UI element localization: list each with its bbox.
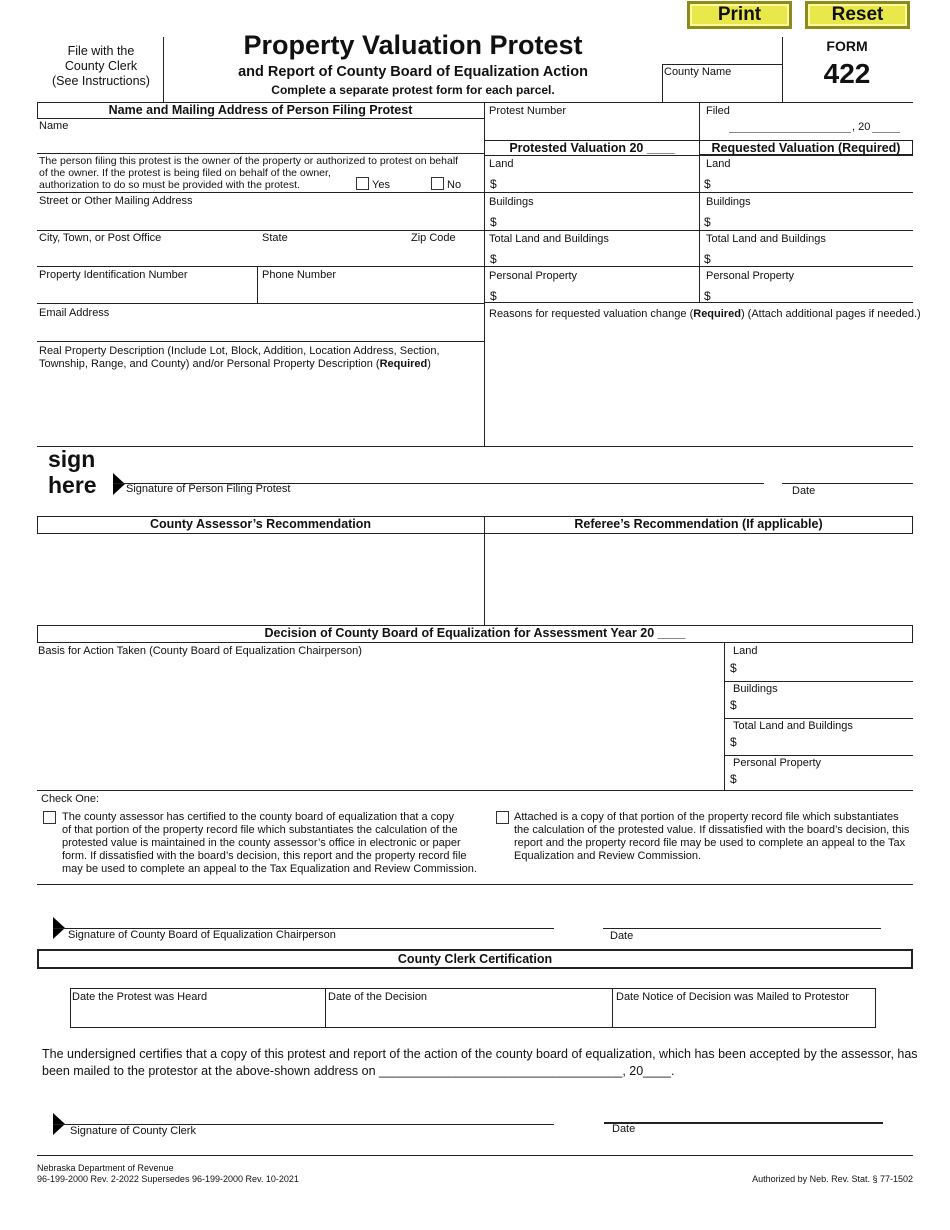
protest-number-label: Protest Number xyxy=(489,105,567,117)
file-with-line1: File with the xyxy=(67,44,135,58)
city-state-zip-field[interactable] xyxy=(37,246,484,266)
option-attached-text xyxy=(514,811,914,863)
requested-personal-field[interactable] xyxy=(716,284,911,302)
here-word: here xyxy=(48,472,97,498)
option2-line3: report and the property record file may be used to complete an appeal to the Tax xyxy=(514,837,906,849)
option1-line2: of that portion of the property record file which substantiates the calculation of the xyxy=(62,824,458,836)
file-with-line3: (See Instructions) xyxy=(52,74,150,88)
check-one-label: Check One: xyxy=(41,793,100,805)
decision-date-label: Date of the Decision xyxy=(328,991,428,1003)
authority-line2: of the owner. If the protest is being filed on behalf of the owner, xyxy=(39,167,331,179)
decision-personal-field[interactable] xyxy=(742,768,910,789)
requested-buildings-label: Buildings xyxy=(706,196,751,208)
clerk-certification-text xyxy=(42,1046,922,1080)
reasons-label xyxy=(489,308,921,320)
state-label: State xyxy=(262,232,288,244)
file-with-clerk-note xyxy=(40,44,162,89)
filer-section-title: Name and Mailing Address of Person Filing Protest xyxy=(108,103,413,117)
clerk-date-label: Date xyxy=(612,1123,636,1135)
form-number: 422 xyxy=(823,58,871,89)
protested-buildings-label: Buildings xyxy=(489,196,534,208)
assessor-recommendation-title: County Assessor’s Recommendation xyxy=(149,517,372,531)
footer-dept: Nebraska Department of Revenue xyxy=(37,1163,174,1173)
certify-line2: been mailed to the protestor at the above-shown address on ___________________________________, 20____. xyxy=(42,1064,675,1078)
description-line2-text: Township, Range, and County) and/or Personal Property Description ( xyxy=(39,358,380,370)
protested-personal-dollar: $ xyxy=(490,289,497,303)
decision-buildings-dollar: $ xyxy=(730,698,737,712)
description-close: ) xyxy=(427,358,431,370)
street-field[interactable] xyxy=(37,208,484,230)
chair-date-field[interactable] xyxy=(603,906,881,927)
email-field[interactable] xyxy=(37,320,484,341)
decision-total-label: Total Land and Buildings xyxy=(733,720,853,732)
yes-checkbox[interactable] xyxy=(356,177,369,190)
reset-button[interactable]: Reset xyxy=(805,1,910,29)
pin-field[interactable] xyxy=(37,283,257,303)
email-label: Email Address xyxy=(39,307,110,319)
form-subtitle: and Report of County Board of Equalization Action xyxy=(238,64,588,80)
no-label: No xyxy=(447,179,462,191)
separate-form-note: Complete a separate protest form for each parcel. xyxy=(271,83,555,97)
requested-land-label: Land xyxy=(706,158,731,170)
referee-recommendation-title: Referee’s Recommendation (If applicable) xyxy=(574,517,823,531)
requested-buildings-dollar: $ xyxy=(704,215,711,229)
decision-personal-label: Personal Property xyxy=(733,757,822,769)
chair-signature-label: Signature of County Board of Equalization Chairperson xyxy=(68,929,336,941)
protester-date-field[interactable] xyxy=(782,462,913,482)
description-line2 xyxy=(39,358,484,371)
decision-personal-dollar: $ xyxy=(730,772,737,786)
option1-line4: form. If dissatisfied with the board’s decision, this report and the property record file xyxy=(62,850,467,862)
authority-text xyxy=(39,155,484,191)
form-label: FORM xyxy=(826,38,868,54)
decision-land-field[interactable] xyxy=(742,657,910,679)
protester-signature-field[interactable] xyxy=(125,462,760,482)
decision-buildings-field[interactable] xyxy=(742,694,910,716)
reasons-text-b: ) (Attach additional pages if needed.) xyxy=(740,308,921,320)
file-with-line2: County Clerk xyxy=(64,59,138,73)
name-field[interactable] xyxy=(37,133,484,153)
decision-land-label: Land xyxy=(733,645,758,657)
footer-authorized: Authorized by Neb. Rev. Stat. § 77-1502 xyxy=(752,1174,913,1184)
notice-mailed-field[interactable] xyxy=(613,1005,875,1027)
description-label xyxy=(39,345,484,371)
no-checkbox[interactable] xyxy=(431,177,444,190)
pin-label: Property Identification Number xyxy=(39,269,188,281)
protest-heard-field[interactable] xyxy=(71,1005,324,1027)
basis-label: Basis for Action Taken (County Board of Equalization Chairperson) xyxy=(38,645,362,657)
requested-total-field[interactable] xyxy=(716,247,911,266)
protester-date-label: Date xyxy=(792,485,816,497)
footer-rev: 96-199-2000 Rev. 2-2022 Supersedes 96-199-2000 Rev. 10-2021 xyxy=(37,1174,299,1184)
protested-buildings-field[interactable] xyxy=(500,210,695,230)
decision-total-field[interactable] xyxy=(742,731,910,753)
sign-arrow-icon xyxy=(113,473,125,495)
protested-land-dollar: $ xyxy=(490,177,497,191)
description-required: Required xyxy=(379,358,428,370)
footer-left xyxy=(37,1163,299,1185)
sign-here-label xyxy=(48,446,97,498)
filed-year-label: , 20 xyxy=(852,121,871,133)
decision-title: Decision of County Board of Equalization for Assessment Year 20 ____ xyxy=(264,626,686,640)
requested-land-dollar: $ xyxy=(704,177,711,191)
city-label: City, Town, or Post Office xyxy=(39,232,162,244)
assessor-recommendation-field[interactable] xyxy=(38,535,483,624)
requested-personal-dollar: $ xyxy=(704,289,711,303)
option-attached-checkbox[interactable] xyxy=(496,811,509,824)
decision-land-dollar: $ xyxy=(730,661,737,675)
protested-total-field[interactable] xyxy=(500,247,695,266)
protested-land-field[interactable] xyxy=(500,172,695,192)
protested-valuation-title: Protested Valuation 20 ____ xyxy=(509,141,675,155)
option1-line5: may be used to complete an appeal to the Tax Equalization and Review Commission. xyxy=(62,863,477,875)
protested-personal-label: Personal Property xyxy=(489,270,578,282)
protested-total-label: Total Land and Buildings xyxy=(489,233,609,245)
filed-label: Filed xyxy=(706,105,730,117)
decision-date-field[interactable] xyxy=(326,1005,611,1027)
authority-line3: authorization to do so must be provided with the protest. xyxy=(39,179,300,191)
protester-signature-label: Signature of Person Filing Protest xyxy=(126,483,291,495)
option2-line4: Equalization and Review Commission. xyxy=(514,850,702,862)
clerk-certification-title: County Clerk Certification xyxy=(397,952,553,966)
option1-line3: protested value is maintained in the county assessor’s office in electronic or paper xyxy=(62,837,461,849)
phone-label: Phone Number xyxy=(262,269,336,281)
protested-land-label: Land xyxy=(489,158,514,170)
option-certified-checkbox[interactable] xyxy=(43,811,56,824)
reasons-text-a: Reasons for requested valuation change ( xyxy=(489,308,694,320)
description-field[interactable] xyxy=(37,372,484,444)
description-line1: Real Property Description (Include Lot, Block, Addition, Location Address, Section, xyxy=(39,345,440,357)
name-label: Name xyxy=(39,120,69,132)
requested-valuation-title: Requested Valuation (Required) xyxy=(711,141,901,155)
requested-personal-label: Personal Property xyxy=(706,270,795,282)
protested-buildings-dollar: $ xyxy=(490,215,497,229)
print-button[interactable]: Print xyxy=(687,1,792,29)
option-certified-text xyxy=(62,811,482,876)
protested-personal-field[interactable] xyxy=(500,284,695,302)
filed-date-field[interactable] xyxy=(729,118,851,132)
referee-recommendation-field[interactable] xyxy=(486,535,912,624)
authority-line1: The person filing this protest is the owner of the property or authorized to protest on behalf xyxy=(39,155,459,167)
option2-line2: the calculation of the protested value. If dissatisfied with the board’s decision, this xyxy=(514,824,910,836)
sign-word: sign xyxy=(48,446,96,472)
chair-signature-field[interactable] xyxy=(68,906,552,927)
protest-number-field[interactable] xyxy=(486,118,698,138)
option2-line1: Attached is a copy of that portion of the property record file which substantiates xyxy=(514,811,899,823)
requested-land-field[interactable] xyxy=(716,172,911,192)
chair-date-label: Date xyxy=(610,930,634,942)
decision-total-dollar: $ xyxy=(730,735,737,749)
clerk-date-field[interactable] xyxy=(604,1100,883,1121)
basis-field[interactable] xyxy=(38,660,722,788)
requested-total-dollar: $ xyxy=(704,252,711,266)
certify-line1: The undersigned certifies that a copy of this protest and report of the action of the county board of equalization, which has been accepted by the assessor, has xyxy=(42,1047,918,1061)
street-label: Street or Other Mailing Address xyxy=(39,195,193,207)
phone-field[interactable] xyxy=(258,283,484,303)
zip-label: Zip Code xyxy=(411,232,456,244)
clerk-signature-field[interactable] xyxy=(68,1102,552,1123)
notice-mailed-label: Date Notice of Decision was Mailed to Protestor xyxy=(616,991,849,1003)
yes-label: Yes xyxy=(372,179,390,191)
reasons-field[interactable] xyxy=(486,322,912,444)
county-name-label: County Name xyxy=(664,66,732,78)
protested-total-dollar: $ xyxy=(490,252,497,266)
option1-line1: The county assessor has certified to the county board of equalization that a copy xyxy=(62,811,454,823)
form-title: Property Valuation Protest xyxy=(243,30,583,60)
protest-heard-label: Date the Protest was Heard xyxy=(72,991,208,1003)
clerk-signature-label: Signature of County Clerk xyxy=(70,1125,196,1137)
requested-buildings-field[interactable] xyxy=(716,210,911,230)
reasons-required: Required xyxy=(693,308,741,320)
decision-buildings-label: Buildings xyxy=(733,683,778,695)
requested-total-label: Total Land and Buildings xyxy=(706,233,826,245)
